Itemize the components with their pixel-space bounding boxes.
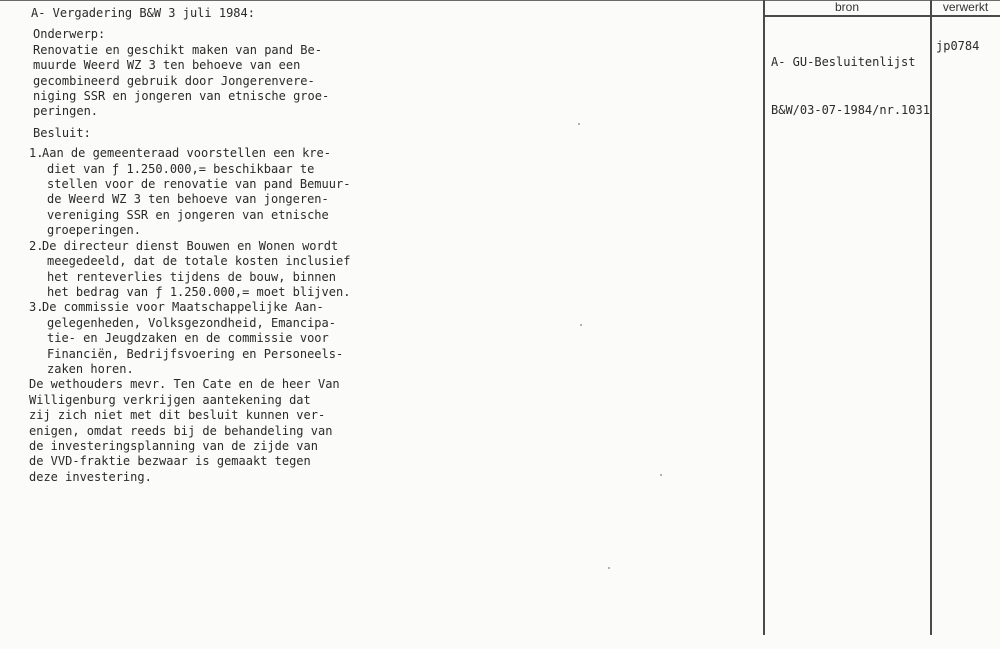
text-line: gecombineerd gebruik door Jongerenvere- <box>33 73 315 88</box>
text-line: De wethouders mevr. Ten Cate en de heer Van <box>29 377 340 392</box>
text-line: De commissie voor Maatschappelijke Aan- <box>42 300 324 315</box>
list-item <box>29 239 753 301</box>
paper-speck <box>580 324 582 326</box>
column-header-verwerkt: verwerkt <box>942 0 989 14</box>
source-reference <box>771 22 930 150</box>
text-line: deze investering. <box>29 469 152 484</box>
text-line: De directeur dienst Bouwen en Wonen wordt <box>42 238 339 253</box>
text-line: stellen voor de renovatie van pand Bemuur- <box>47 177 351 192</box>
list-item <box>29 146 753 238</box>
paper-speck <box>608 567 610 569</box>
text-line: tie- en Jeugdzaken en de commissie voor <box>47 331 329 346</box>
source-line: A- GU-Besluitenlijst <box>771 55 916 69</box>
paper-speck <box>660 474 662 476</box>
closing-note <box>29 377 753 485</box>
source-line: B&W/03-07-1984/nr.1031 <box>771 103 930 117</box>
besluit-list <box>29 146 753 377</box>
text-line: diet van ƒ 1.250.000,= beschikbaar te <box>47 161 315 176</box>
item-number: 2. <box>29 238 44 253</box>
document-title: A- Vergadering B&W 3 juli 1984: <box>31 6 255 20</box>
text-line: zaken horen. <box>47 361 134 376</box>
item-number: 3. <box>29 300 44 315</box>
text-line: Willigenburg verkrijgen aantekening dat <box>29 392 311 407</box>
processed-code: jp0784 <box>936 39 980 53</box>
column-divider-verwerkt <box>930 0 932 635</box>
text-line: niging SSR en jongeren van etnische groe- <box>33 89 330 104</box>
text-line: zij zich niet met dit besluit kunnen ver- <box>29 408 326 423</box>
item-number: 1. <box>29 146 44 161</box>
text-line: het bedrag van ƒ 1.250.000,= moet blijven. <box>47 284 351 299</box>
text-line: Aan de gemeenteraad voorstellen een kre- <box>42 146 331 161</box>
column-header-bron: bron <box>834 0 860 14</box>
text-line: groeperingen. <box>47 223 141 238</box>
text-line: vereniging SSR en jongeren van etnische <box>47 207 329 222</box>
text-line: de investeringsplanning van de zijde van <box>29 438 318 453</box>
text-line: Financiën, Bedrijfsvoering en Personeels- <box>47 346 344 361</box>
besluit-label: Besluit: <box>33 125 91 140</box>
document-body <box>29 6 753 485</box>
text-line: enigen, omdat reeds bij de behandeling van <box>29 423 333 438</box>
header-rule <box>763 15 1000 17</box>
text-line: de Weerd WZ 3 ten behoeve van jongeren- <box>47 192 329 207</box>
text-line: peringen. <box>33 104 99 119</box>
onderwerp-label: Onderwerp: <box>33 27 106 42</box>
text-line: de VVD-fraktie bezwaar is gemaakt tegen <box>29 454 311 469</box>
text-line: gelegenheden, Volksgezondheid, Emancipa- <box>47 315 336 330</box>
onderwerp-text <box>33 43 753 120</box>
text-line: het renteverlies tijdens de bouw, binnen <box>47 269 336 284</box>
list-item <box>29 300 753 377</box>
text-line: Renovatie en geschikt maken van pand Be- <box>33 42 322 57</box>
text-line: muurde Weerd WZ 3 ten behoeve van een <box>33 58 301 73</box>
text-line: meegedeeld, dat de totale kosten inclusief <box>47 254 351 269</box>
paper-speck <box>578 123 580 125</box>
column-divider-bron <box>763 0 765 635</box>
